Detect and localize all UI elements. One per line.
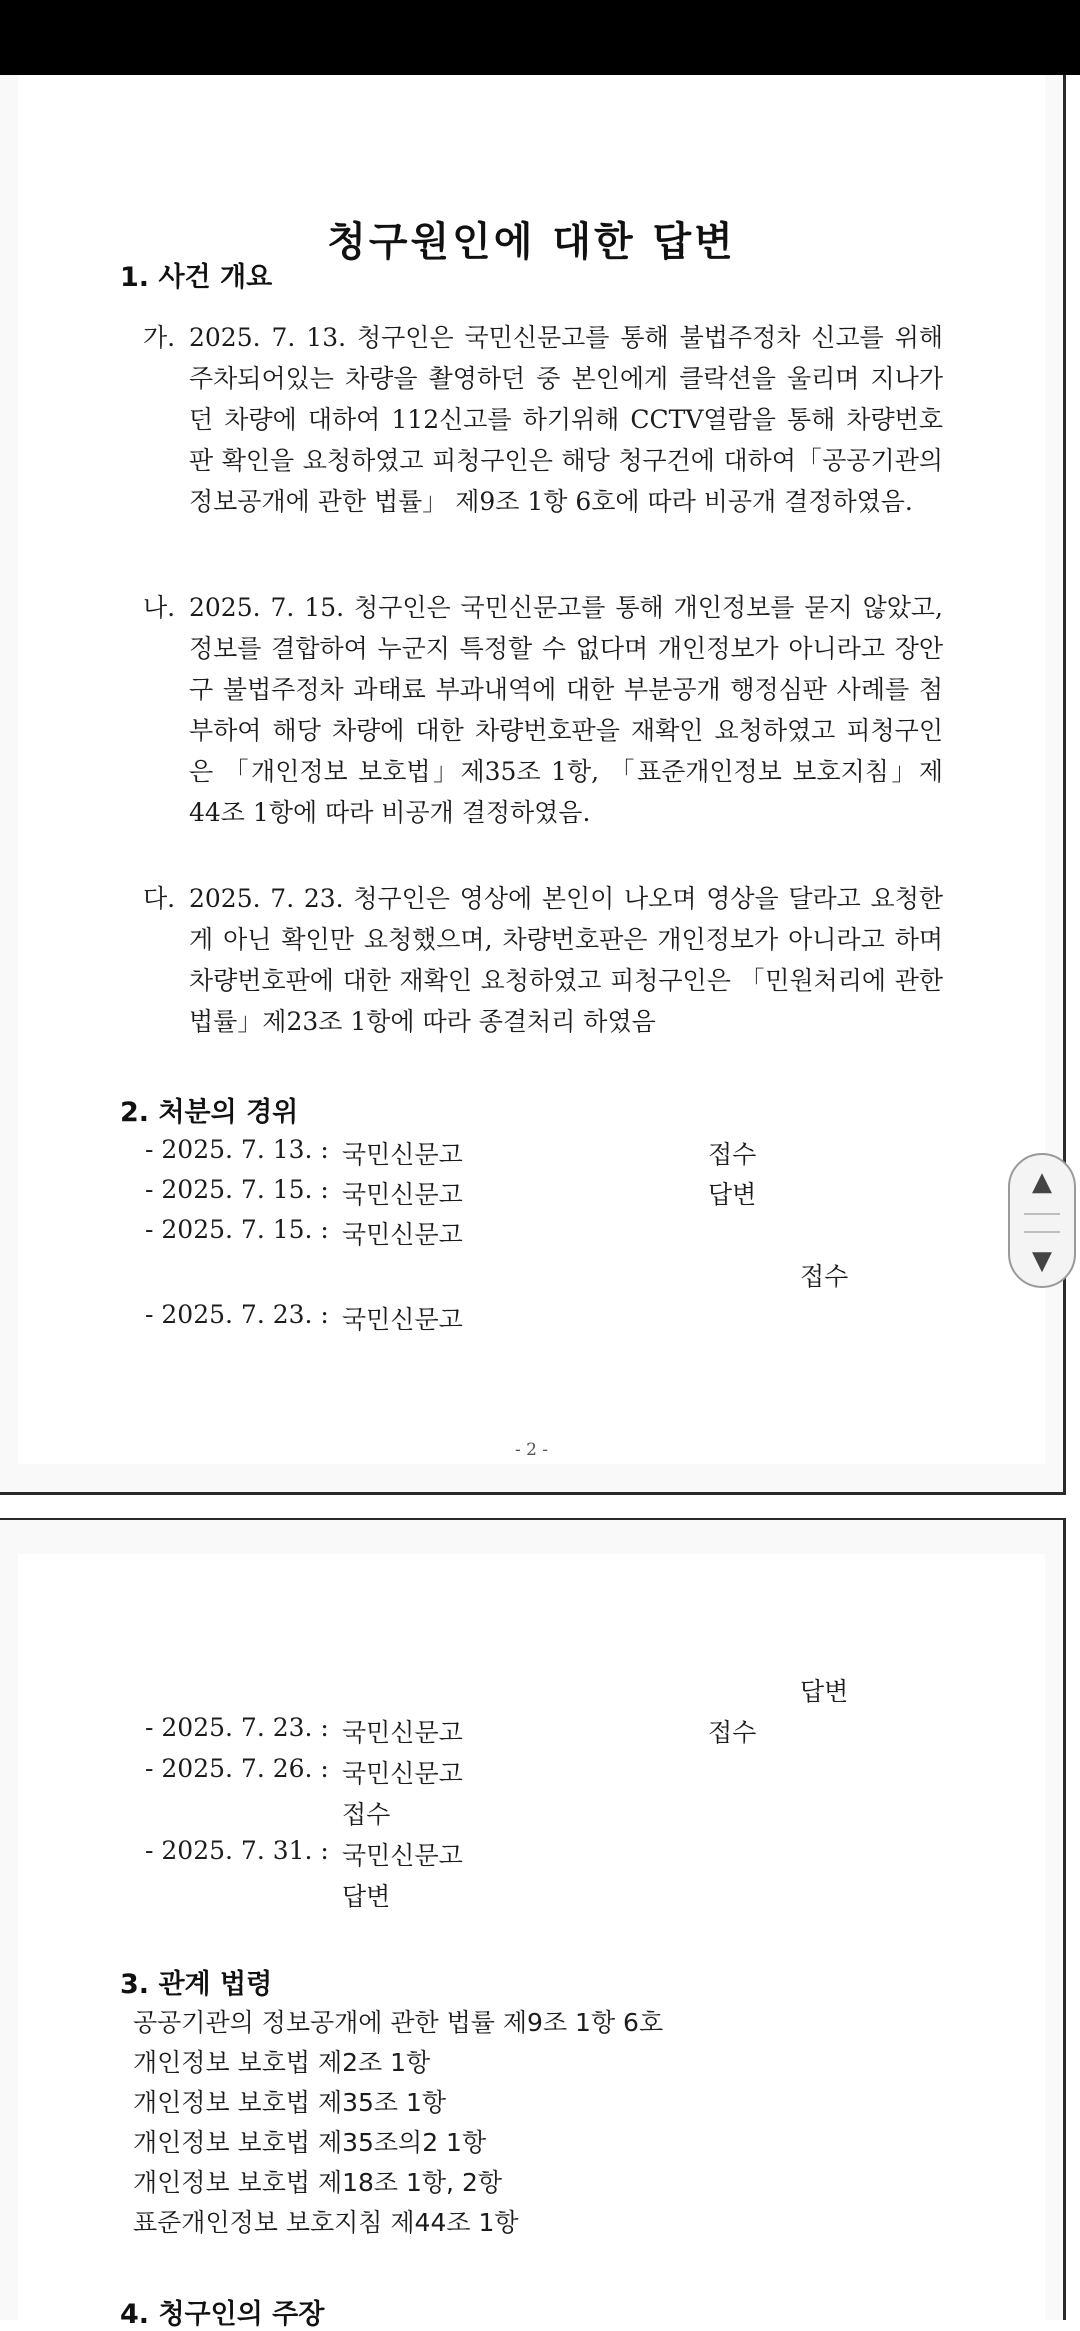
scroll-grip[interactable] xyxy=(1024,1213,1060,1233)
history-channel: 국민신문고 xyxy=(342,1718,463,1747)
page-number: - 2 - xyxy=(514,1440,549,1460)
overview-item-text: 2025. 7. 15. 청구인은 국민신문고를 통해 개인정보를 묻지 않았고, 정보를 결합하여 누군지 특정할 수 없다며 개인정보가 아니라고 장안구 불법주정차 과태료 부과내역에 대한 부분공개 행정심판 사례를 첨부하여 해당 차량에 대한 차량번호판을 재확인 요청하였고 피청구인은 「개인정보 보호법」제35조 1항, 「표준개인정보 보호지침」제44조 1항에 따라 비공개 결정하였음. xyxy=(189,593,943,827)
history-action: 답변 xyxy=(800,1677,849,1706)
history-channel: 접수 xyxy=(342,1800,391,1829)
history-action: 접수 xyxy=(708,1140,757,1169)
overview-item-ga xyxy=(143,317,943,522)
document-title: 청구원인에 대한 답변 xyxy=(327,219,736,265)
history-channel: 국민신문고 xyxy=(342,1841,463,1870)
law-item: 개인정보 보호법 제35조의2 1항 xyxy=(133,2128,487,2157)
history-channel: 국민신문고 xyxy=(342,1180,463,1209)
history-channel: 국민신문고 xyxy=(342,1220,463,1249)
scroll-up-icon[interactable]: ▲ xyxy=(1032,1167,1052,1197)
law-item: 개인정보 보호법 제35조 1항 xyxy=(133,2088,447,2117)
history-date: - 2025. 7. 15. : xyxy=(145,1215,329,1244)
history-action: 답변 xyxy=(708,1180,757,1209)
document-page-2 xyxy=(0,75,1066,1495)
overview-item-na xyxy=(143,587,943,833)
history-date: - 2025. 7. 13. : xyxy=(145,1135,329,1164)
history-date: - 2025. 7. 23. : xyxy=(145,1713,329,1742)
history-channel: 국민신문고 xyxy=(342,1759,463,1788)
history-channel: 국민신문고 xyxy=(342,1305,463,1334)
section-heading-laws: 3. 관계 법령 xyxy=(120,1969,273,2000)
section-heading-claims: 4. 청구인의 주장 xyxy=(120,2299,325,2330)
overview-item-marker: 다. xyxy=(143,884,176,913)
section-heading-overview: 1. 사건 개요 xyxy=(120,262,273,293)
overview-item-text: 2025. 7. 13. 청구인은 국민신문고를 통해 불법주정차 신고를 위해 주차되어있는 차량을 촬영하던 중 본인에게 클락션을 울리며 지나가던 차량에 대하여 112신고를 하기위해 CCTV열람을 통해 차량번호판 확인을 요청하였고 피청구인은 해당 청구건에 대하여「공공기관의 정보공개에 관한 법률」 제9조 1항 6호에 따라 비공개 결정하였음. xyxy=(189,323,943,516)
document-page-3 xyxy=(0,1518,1066,2330)
overview-item-text: 2025. 7. 23. 청구인은 영상에 본인이 나오며 영상을 달라고 요청한게 아닌 확인만 요청했으며, 차량번호판은 개인정보가 아니라고 하며 차량번호판에 대한 재확인 요청하였고 피청구인은 「민원처리에 관한 법률」제23조 1항에 따라 종결처리 하였음 xyxy=(189,884,943,1036)
history-action: 접수 xyxy=(800,1262,849,1291)
history-action: 접수 xyxy=(708,1718,757,1747)
law-item: 개인정보 보호법 제18조 1항, 2항 xyxy=(133,2168,503,2197)
law-item: 개인정보 보호법 제2조 1항 xyxy=(133,2048,431,2077)
page-scroll-control[interactable] xyxy=(1008,1153,1076,1288)
history-channel: 답변 xyxy=(342,1882,391,1911)
history-date: - 2025. 7. 26. : xyxy=(145,1754,329,1783)
law-item: 공공기관의 정보공개에 관한 법률 제9조 1항 6호 xyxy=(133,2008,664,2037)
section-heading-history: 2. 처분의 경위 xyxy=(120,1097,299,1128)
overview-item-marker: 나. xyxy=(143,593,176,622)
overview-item-da xyxy=(143,878,943,1042)
top-status-bar xyxy=(0,0,1080,75)
overview-item-marker: 가. xyxy=(143,323,176,352)
scroll-down-icon[interactable]: ▼ xyxy=(1032,1246,1052,1276)
law-item: 표준개인정보 보호지침 제44조 1항 xyxy=(133,2208,519,2237)
history-channel: 국민신문고 xyxy=(342,1140,463,1169)
history-date: - 2025. 7. 15. : xyxy=(145,1175,329,1204)
history-date: - 2025. 7. 23. : xyxy=(145,1300,329,1329)
history-date: - 2025. 7. 31. : xyxy=(145,1836,329,1865)
